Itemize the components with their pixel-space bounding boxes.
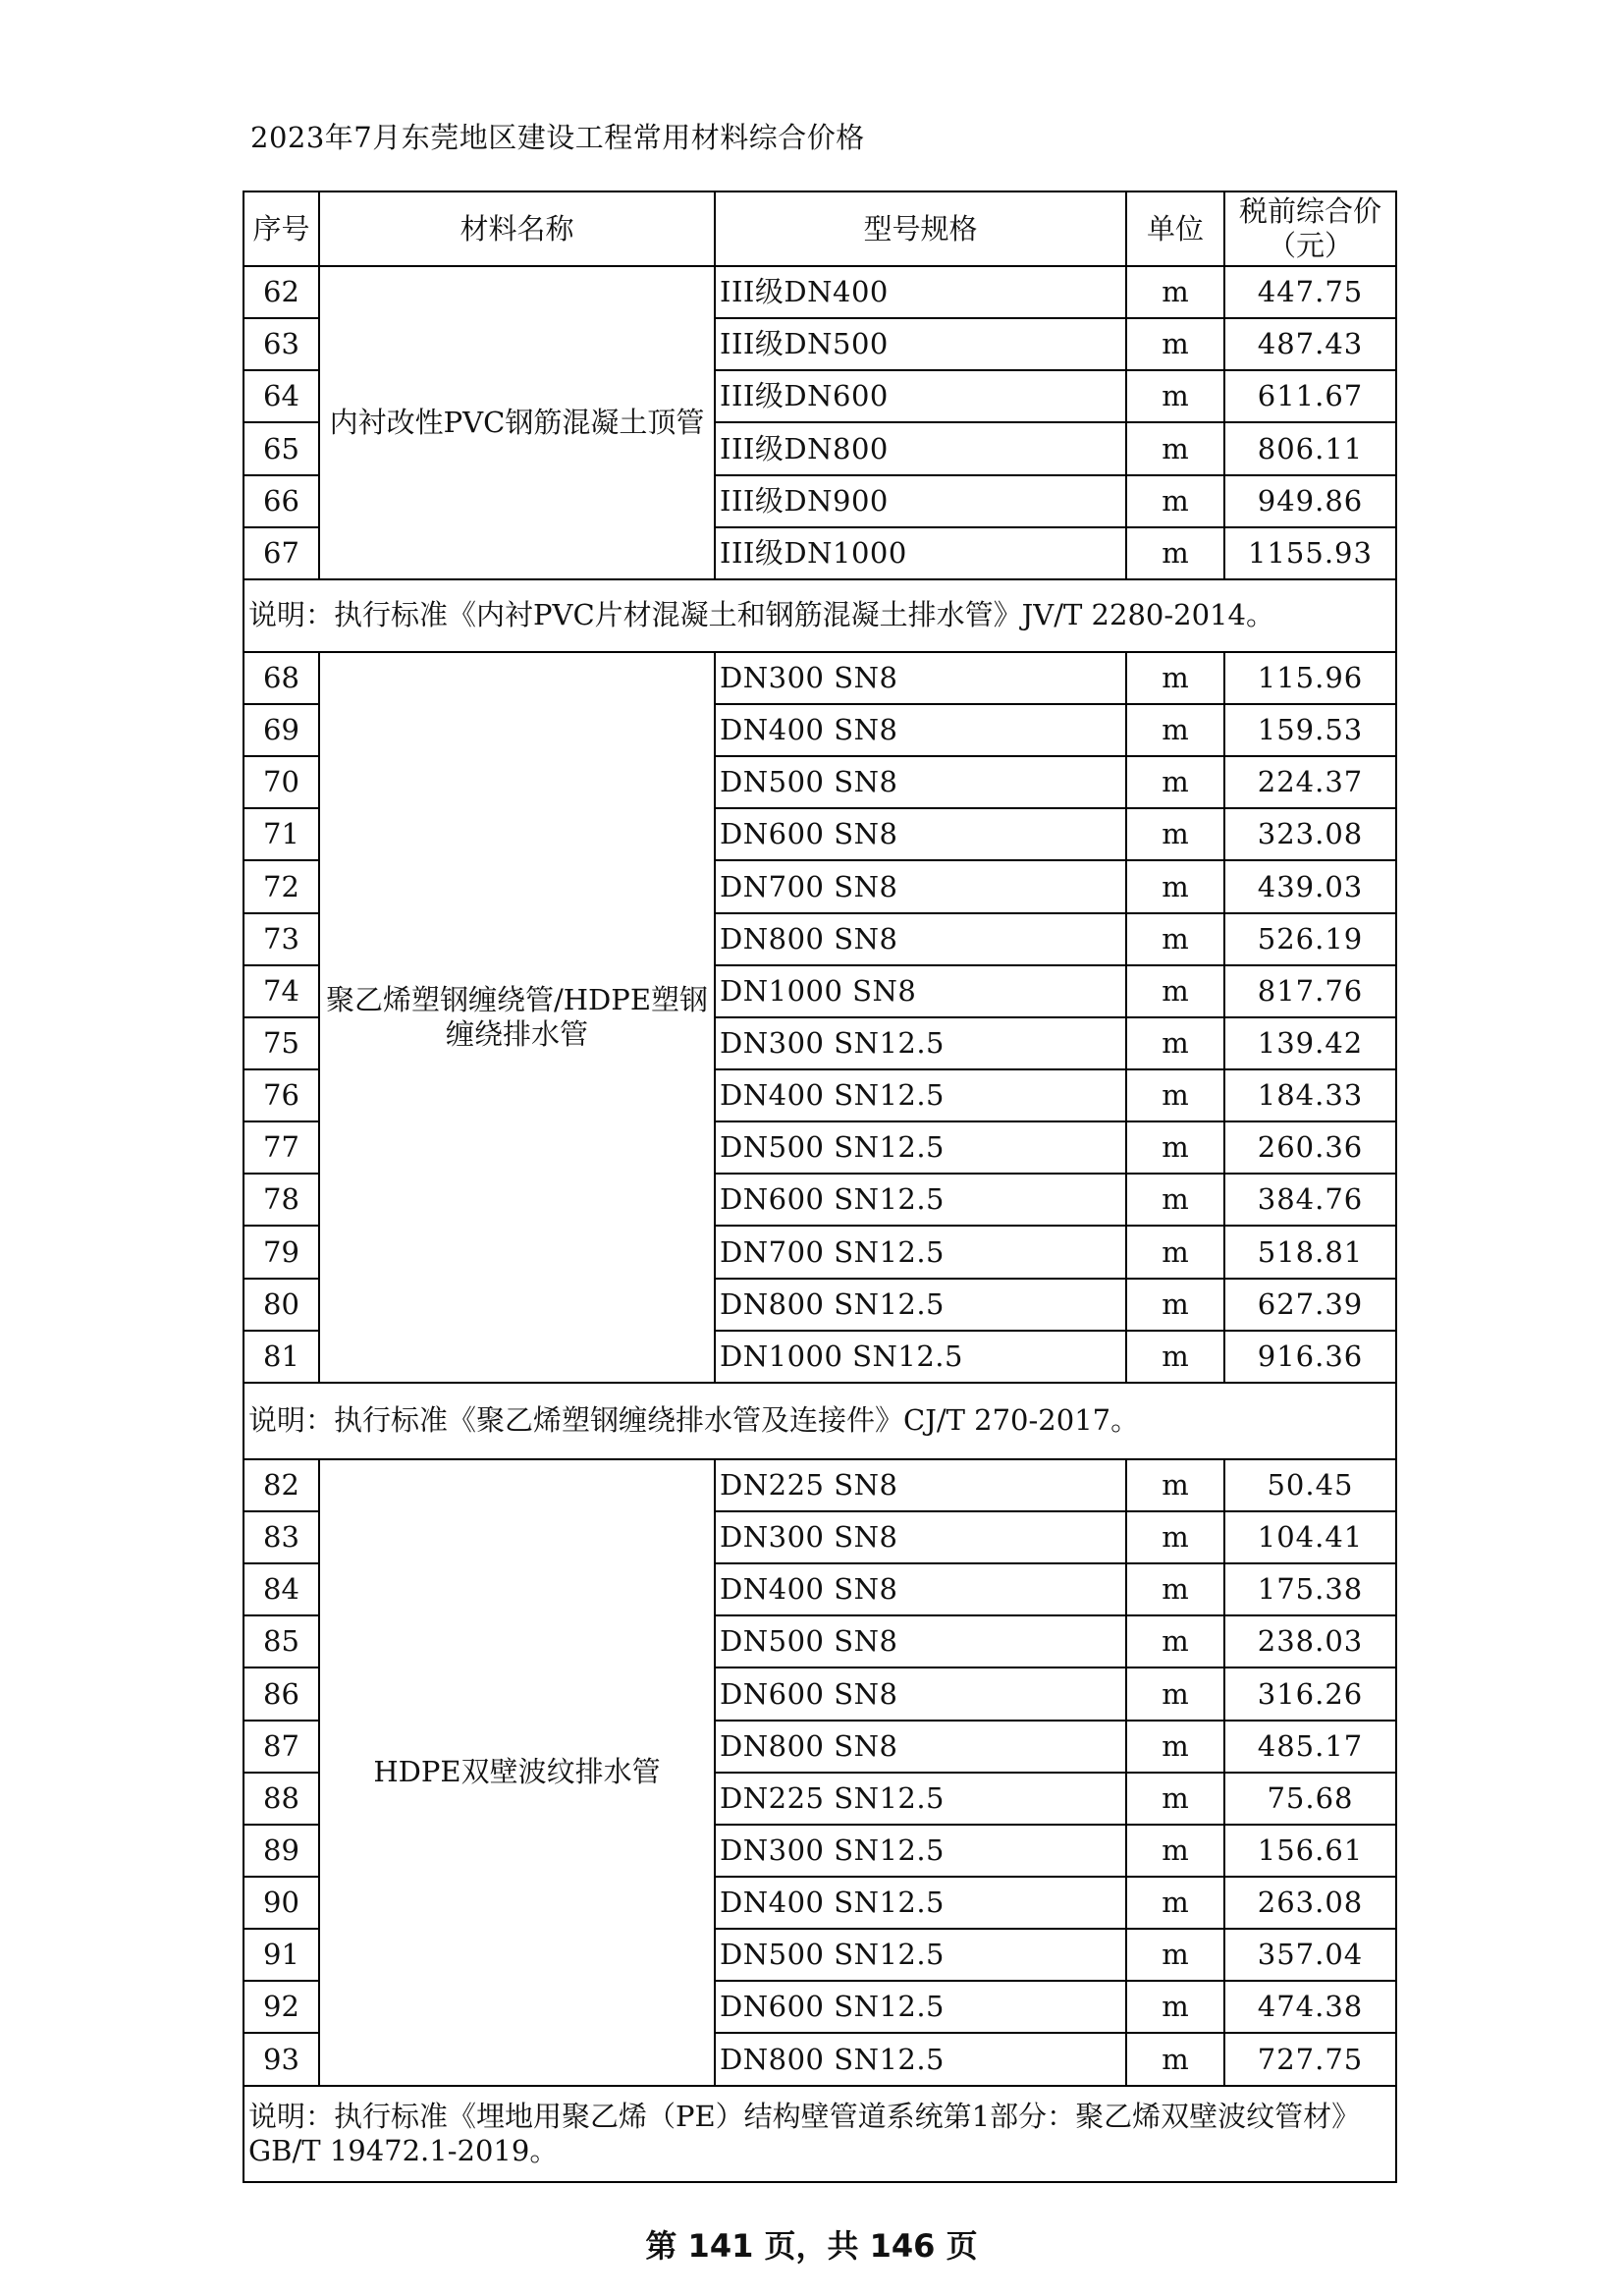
spec-cell: DN400 SN8 — [715, 1563, 1126, 1615]
row-number: 92 — [243, 1981, 319, 2033]
spec-cell: DN1000 SN12.5 — [715, 1331, 1126, 1383]
unit-cell: m — [1126, 1667, 1224, 1720]
price-cell: 50.45 — [1224, 1459, 1396, 1511]
row-number: 73 — [243, 913, 319, 965]
unit-cell: m — [1126, 965, 1224, 1017]
row-number: 65 — [243, 422, 319, 474]
price-cell: 263.08 — [1224, 1877, 1396, 1929]
unit-cell: m — [1126, 1331, 1224, 1383]
unit-cell: m — [1126, 1929, 1224, 1981]
row-number: 67 — [243, 527, 319, 579]
unit-cell: m — [1126, 704, 1224, 756]
spec-cell: III级DN400 — [715, 266, 1126, 318]
spec-cell: DN500 SN12.5 — [715, 1121, 1126, 1174]
spec-cell: DN500 SN8 — [715, 756, 1126, 808]
unit-cell: m — [1126, 1174, 1224, 1226]
row-number: 87 — [243, 1721, 319, 1773]
price-cell: 175.38 — [1224, 1563, 1396, 1615]
price-cell: 627.39 — [1224, 1279, 1396, 1331]
unit-cell: m — [1126, 1017, 1224, 1069]
price-cell: 447.75 — [1224, 266, 1396, 318]
row-number: 85 — [243, 1615, 319, 1667]
price-cell: 156.61 — [1224, 1825, 1396, 1877]
price-cell: 1155.93 — [1224, 527, 1396, 579]
unit-cell: m — [1126, 860, 1224, 912]
price-cell: 611.67 — [1224, 370, 1396, 422]
spec-cell: DN225 SN8 — [715, 1459, 1126, 1511]
row-number: 93 — [243, 2033, 319, 2085]
note-row — [243, 579, 1396, 652]
price-cell: 184.33 — [1224, 1069, 1396, 1121]
price-cell: 439.03 — [1224, 860, 1396, 912]
row-number: 82 — [243, 1459, 319, 1511]
unit-cell: m — [1126, 1773, 1224, 1825]
price-cell: 357.04 — [1224, 1929, 1396, 1981]
spec-cell: III级DN600 — [715, 370, 1126, 422]
unit-cell: m — [1126, 1069, 1224, 1121]
material-name: 聚乙烯塑钢缠绕管/HDPE塑钢缠绕排水管 — [319, 652, 715, 1383]
page-footer: 第 141 页，共 146 页 — [645, 2227, 978, 2265]
table-row — [243, 1459, 1396, 1511]
price-cell: 518.81 — [1224, 1226, 1396, 1278]
spec-cell: DN400 SN12.5 — [715, 1877, 1126, 1929]
unit-cell: m — [1126, 1615, 1224, 1667]
spec-cell: DN300 SN12.5 — [715, 1825, 1126, 1877]
unit-cell: m — [1126, 422, 1224, 474]
unit-cell: m — [1126, 475, 1224, 527]
unit-cell: m — [1126, 1825, 1224, 1877]
note-text: 说明：执行标准《内衬PVC片材混凝土和钢筋混凝土排水管》JV/T 2280-2014。 — [243, 579, 1396, 652]
unit-cell: m — [1126, 318, 1224, 370]
material-name: 内衬改性PVC钢筋混凝土顶管 — [319, 266, 715, 579]
row-number: 63 — [243, 318, 319, 370]
spec-cell: DN500 SN8 — [715, 1615, 1126, 1667]
header-spec: 型号规格 — [715, 191, 1126, 266]
row-number: 69 — [243, 704, 319, 756]
spec-cell: III级DN500 — [715, 318, 1126, 370]
material-name: HDPE双壁波纹排水管 — [319, 1459, 715, 2086]
spec-cell: DN600 SN12.5 — [715, 1174, 1126, 1226]
table-row — [243, 266, 1396, 318]
spec-cell: DN800 SN12.5 — [715, 1279, 1126, 1331]
price-cell: 485.17 — [1224, 1721, 1396, 1773]
spec-cell: DN500 SN12.5 — [715, 1929, 1126, 1981]
row-number: 66 — [243, 475, 319, 527]
unit-cell: m — [1126, 808, 1224, 860]
header-price-line2: （元） — [1267, 229, 1353, 262]
price-cell: 260.36 — [1224, 1121, 1396, 1174]
note-row — [243, 2086, 1396, 2182]
row-number: 80 — [243, 1279, 319, 1331]
unit-cell: m — [1126, 1981, 1224, 2033]
spec-cell: DN400 SN12.5 — [715, 1069, 1126, 1121]
price-cell: 474.38 — [1224, 1981, 1396, 2033]
unit-cell: m — [1126, 1721, 1224, 1773]
header-unit: 单位 — [1126, 191, 1224, 266]
price-table — [243, 191, 1397, 2183]
price-cell: 384.76 — [1224, 1174, 1396, 1226]
note-text: 说明：执行标准《聚乙烯塑钢缠绕排水管及连接件》CJ/T 270-2017。 — [243, 1383, 1396, 1459]
price-cell: 104.41 — [1224, 1511, 1396, 1563]
row-number: 70 — [243, 756, 319, 808]
spec-cell: DN300 SN8 — [715, 1511, 1126, 1563]
price-cell: 817.76 — [1224, 965, 1396, 1017]
row-number: 89 — [243, 1825, 319, 1877]
row-number: 84 — [243, 1563, 319, 1615]
row-number: 74 — [243, 965, 319, 1017]
spec-cell: III级DN1000 — [715, 527, 1126, 579]
price-cell: 806.11 — [1224, 422, 1396, 474]
unit-cell: m — [1126, 913, 1224, 965]
header-row — [243, 191, 1396, 266]
header-price — [1224, 191, 1396, 266]
spec-cell: DN400 SN8 — [715, 704, 1126, 756]
row-number: 62 — [243, 266, 319, 318]
table-body — [243, 266, 1396, 2182]
spec-cell: DN600 SN12.5 — [715, 1981, 1126, 2033]
spec-cell: DN300 SN8 — [715, 652, 1126, 704]
row-number: 72 — [243, 860, 319, 912]
price-cell: 115.96 — [1224, 652, 1396, 704]
row-number: 76 — [243, 1069, 319, 1121]
unit-cell: m — [1126, 1121, 1224, 1174]
price-cell: 224.37 — [1224, 756, 1396, 808]
row-number: 91 — [243, 1929, 319, 1981]
unit-cell: m — [1126, 756, 1224, 808]
unit-cell: m — [1126, 652, 1224, 704]
unit-cell: m — [1126, 1459, 1224, 1511]
spec-cell: DN800 SN12.5 — [715, 2033, 1126, 2085]
unit-cell: m — [1126, 1279, 1224, 1331]
row-number: 90 — [243, 1877, 319, 1929]
row-number: 64 — [243, 370, 319, 422]
spec-cell: III级DN800 — [715, 422, 1126, 474]
price-cell: 75.68 — [1224, 1773, 1396, 1825]
price-cell: 949.86 — [1224, 475, 1396, 527]
price-cell: 159.53 — [1224, 704, 1396, 756]
row-number: 78 — [243, 1174, 319, 1226]
row-number: 81 — [243, 1331, 319, 1383]
price-cell: 727.75 — [1224, 2033, 1396, 2085]
spec-cell: DN800 SN8 — [715, 913, 1126, 965]
unit-cell: m — [1126, 370, 1224, 422]
row-number: 75 — [243, 1017, 319, 1069]
price-cell: 487.43 — [1224, 318, 1396, 370]
row-number: 86 — [243, 1667, 319, 1720]
unit-cell: m — [1126, 527, 1224, 579]
row-number: 79 — [243, 1226, 319, 1278]
row-number: 71 — [243, 808, 319, 860]
row-number: 68 — [243, 652, 319, 704]
spec-cell: DN300 SN12.5 — [715, 1017, 1126, 1069]
unit-cell: m — [1126, 266, 1224, 318]
spec-cell: DN225 SN12.5 — [715, 1773, 1126, 1825]
spec-cell: DN600 SN8 — [715, 808, 1126, 860]
row-number: 88 — [243, 1773, 319, 1825]
spec-cell: III级DN900 — [715, 475, 1126, 527]
price-cell: 139.42 — [1224, 1017, 1396, 1069]
price-cell: 916.36 — [1224, 1331, 1396, 1383]
note-text: 说明：执行标准《埋地用聚乙烯（PE）结构壁管道系统第1部分：聚乙烯双壁波纹管材》GB/T 19472.1-2019。 — [243, 2086, 1396, 2182]
spec-cell: DN600 SN8 — [715, 1667, 1126, 1720]
table-row — [243, 652, 1396, 704]
spec-cell: DN700 SN12.5 — [715, 1226, 1126, 1278]
unit-cell: m — [1126, 1511, 1224, 1563]
header-name: 材料名称 — [319, 191, 715, 266]
spec-cell: DN800 SN8 — [715, 1721, 1126, 1773]
row-number: 83 — [243, 1511, 319, 1563]
price-cell: 323.08 — [1224, 808, 1396, 860]
unit-cell: m — [1126, 1563, 1224, 1615]
header-no: 序号 — [243, 191, 319, 266]
unit-cell: m — [1126, 1877, 1224, 1929]
unit-cell: m — [1126, 2033, 1224, 2085]
spec-cell: DN1000 SN8 — [715, 965, 1126, 1017]
note-row — [243, 1383, 1396, 1459]
spec-cell: DN700 SN8 — [715, 860, 1126, 912]
document-title: 2023年7月东莞地区建设工程常用材料综合价格 — [250, 121, 865, 154]
price-cell: 238.03 — [1224, 1615, 1396, 1667]
row-number: 77 — [243, 1121, 319, 1174]
price-cell: 316.26 — [1224, 1667, 1396, 1720]
unit-cell: m — [1126, 1226, 1224, 1278]
header-price-line1: 税前综合价 — [1238, 194, 1381, 229]
price-cell: 526.19 — [1224, 913, 1396, 965]
